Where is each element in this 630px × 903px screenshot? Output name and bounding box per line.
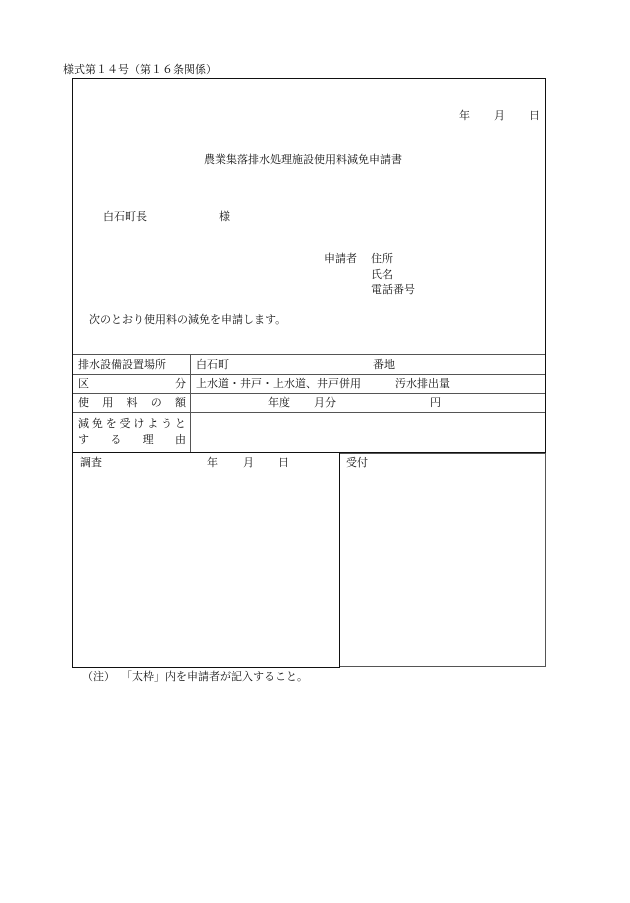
table-rule-1 [73, 374, 545, 375]
note-text: 「太枠」内を申請者が記入すること。 [121, 670, 308, 683]
applicant-name-label: 氏名 [371, 268, 393, 281]
table-rule-2 [73, 393, 545, 394]
amount-label-char-4: の [150, 396, 162, 409]
survey-label: 調査 [80, 456, 102, 469]
table-rule-3 [73, 412, 545, 413]
applicant-address-label: 住所 [371, 252, 393, 265]
reason-label-line-1 [78, 417, 186, 430]
location-label: 排水設備設置場所 [78, 358, 166, 371]
note-prefix: （注） [82, 670, 115, 683]
reason-char-8: と [174, 417, 186, 430]
date-year-label: 年 [459, 109, 470, 122]
amount-label-char-3: 料 [126, 396, 138, 409]
applicant-phone-label: 電話番号 [371, 283, 415, 296]
request-text: 次のとおり使用料の減免を申請します。 [89, 313, 287, 326]
survey-box [72, 452, 340, 668]
survey-month-label: 月 [243, 456, 254, 469]
amount-label-char-2: 用 [102, 396, 114, 409]
form-title: 農業集落排水処理施設使用料減免申請書 [204, 153, 402, 166]
category-value: 上水道・井戸・上水道、井戸併用 [196, 377, 361, 390]
reason-char-4: 受 [119, 417, 131, 430]
amount-label-char-1: 使 [78, 396, 89, 409]
amount-month-label: 月分 [314, 396, 336, 409]
category-label [78, 377, 186, 390]
category-extra: 汚水排出量 [395, 377, 450, 390]
reason-char-9: す [78, 433, 89, 446]
amount-year-label: 年度 [268, 396, 290, 409]
reason-char-12: 由 [174, 433, 186, 446]
reason-char-7: う [161, 417, 173, 430]
reception-box [340, 453, 546, 667]
location-prefix: 白石町 [196, 358, 229, 371]
reason-char-6: よ [147, 417, 159, 430]
amount-label [78, 396, 186, 409]
reception-label: 受付 [346, 456, 368, 469]
category-label-char-2: 分 [175, 377, 186, 390]
date-day-label: 日 [529, 109, 540, 122]
reason-char-2: 免 [91, 417, 103, 430]
applicant-label: 申請者 [324, 252, 357, 265]
table-column-divider [190, 354, 191, 452]
category-label-char-1: 区 [78, 377, 89, 390]
amount-yen-label: 円 [430, 396, 441, 409]
survey-year-label: 年 [207, 456, 218, 469]
form-number: 様式第１４号（第１６条関係） [63, 63, 217, 76]
reason-char-11: 理 [142, 433, 154, 446]
reason-char-1: 減 [78, 417, 89, 430]
addressee-name: 白石町長 [103, 210, 147, 223]
reason-char-10: る [110, 433, 122, 446]
reason-label-line-2 [78, 433, 186, 446]
date-month-label: 月 [494, 109, 505, 122]
location-suffix: 番地 [373, 358, 395, 371]
addressee-honorific: 様 [219, 210, 230, 223]
reason-char-5: け [133, 417, 145, 430]
reason-char-3: を [105, 417, 117, 430]
table-top-rule [73, 354, 545, 355]
survey-day-label: 日 [278, 456, 289, 469]
amount-label-char-5: 額 [175, 396, 186, 409]
